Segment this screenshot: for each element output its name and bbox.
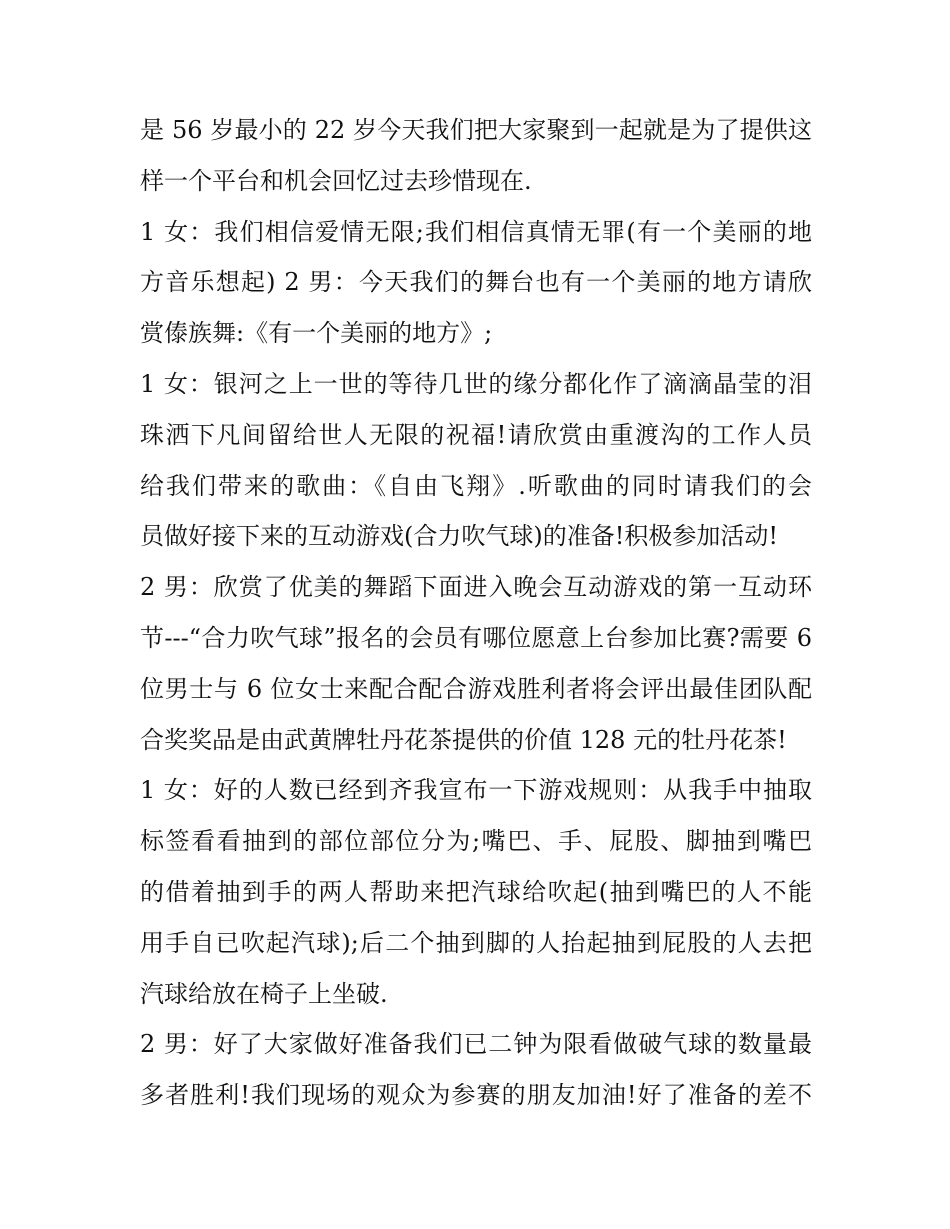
text-line: 1 女：好的人数已经到齐我宣布一下游戏规则：从我手中抽取 [140,776,812,805]
text-line: 是 56 岁最小的 22 岁今天我们把大家聚到一起就是为了提供这 [140,116,812,144]
paragraph-intro [140,105,812,207]
paragraph-female-host-2 [140,359,812,562]
text-line: 员做好接下来的互动游戏(合力吹气球)的准备!积极参加活动! [140,522,779,551]
paragraph-male-host-2 [140,1019,812,1121]
text-line: 用手自已吹起汽球);后二个抽到脚的人抬起抽到屁股的人去把 [140,928,812,957]
text-line: 2 男：好了大家做好准备我们已二钟为限看做破气球的数量最 [140,1030,812,1059]
document-body [140,105,812,1121]
text-line: 位男士与 6 位女士来配合配合游戏胜利者将会评出最佳团队配 [140,674,812,703]
text-line: 赏傣族舞:《有一个美丽的地方》; [140,319,493,348]
text-line: 给我们带来的歌曲：《自由飞翔》.听歌曲的同时请我们的会 [140,471,812,500]
text-line: 2 男：欣赏了优美的舞蹈下面进入晚会互动游戏的第一互动环 [140,573,812,602]
text-line: 节---“合力吹气球”报名的会员有哪位愿意上台参加比赛?需要 6 [140,623,812,652]
paragraph-female-host-3 [140,765,812,1019]
text-line: 标签看看抽到的部位部位分为;嘴巴、手、屁股、脚抽到嘴巴 [140,827,812,856]
text-line: 的借着抽到手的两人帮助来把汽球给吹起(抽到嘴巴的人不能 [140,877,812,906]
text-line: 样一个平台和机会回忆过去珍惜现在. [140,166,532,195]
text-line: 珠洒下凡间留给世人无限的祝福!请欣赏由重渡沟的工作人员 [140,420,812,449]
text-line: 多者胜利!我们现场的观众为参赛的朋友加油!好了准备的差不 [140,1081,812,1110]
text-line: 合奖奖品是由武黄牌牡丹花茶提供的价值 128 元的牡丹花茶! [140,725,787,754]
text-line: 汽球给放在椅子上坐破. [140,979,388,1008]
paragraph-male-host-1 [140,562,812,765]
text-line: 方音乐想起) 2 男：今天我们的舞台也有一个美丽的地方请欣 [140,268,812,297]
text-line: 1 女：银河之上一世的等待几世的缘分都化作了滴滴晶莹的泪 [140,369,812,398]
text-line: 1 女：我们相信爱情无限;我们相信真情无罪(有一个美丽的地 [140,217,812,246]
paragraph-female-host-1 [140,207,812,359]
